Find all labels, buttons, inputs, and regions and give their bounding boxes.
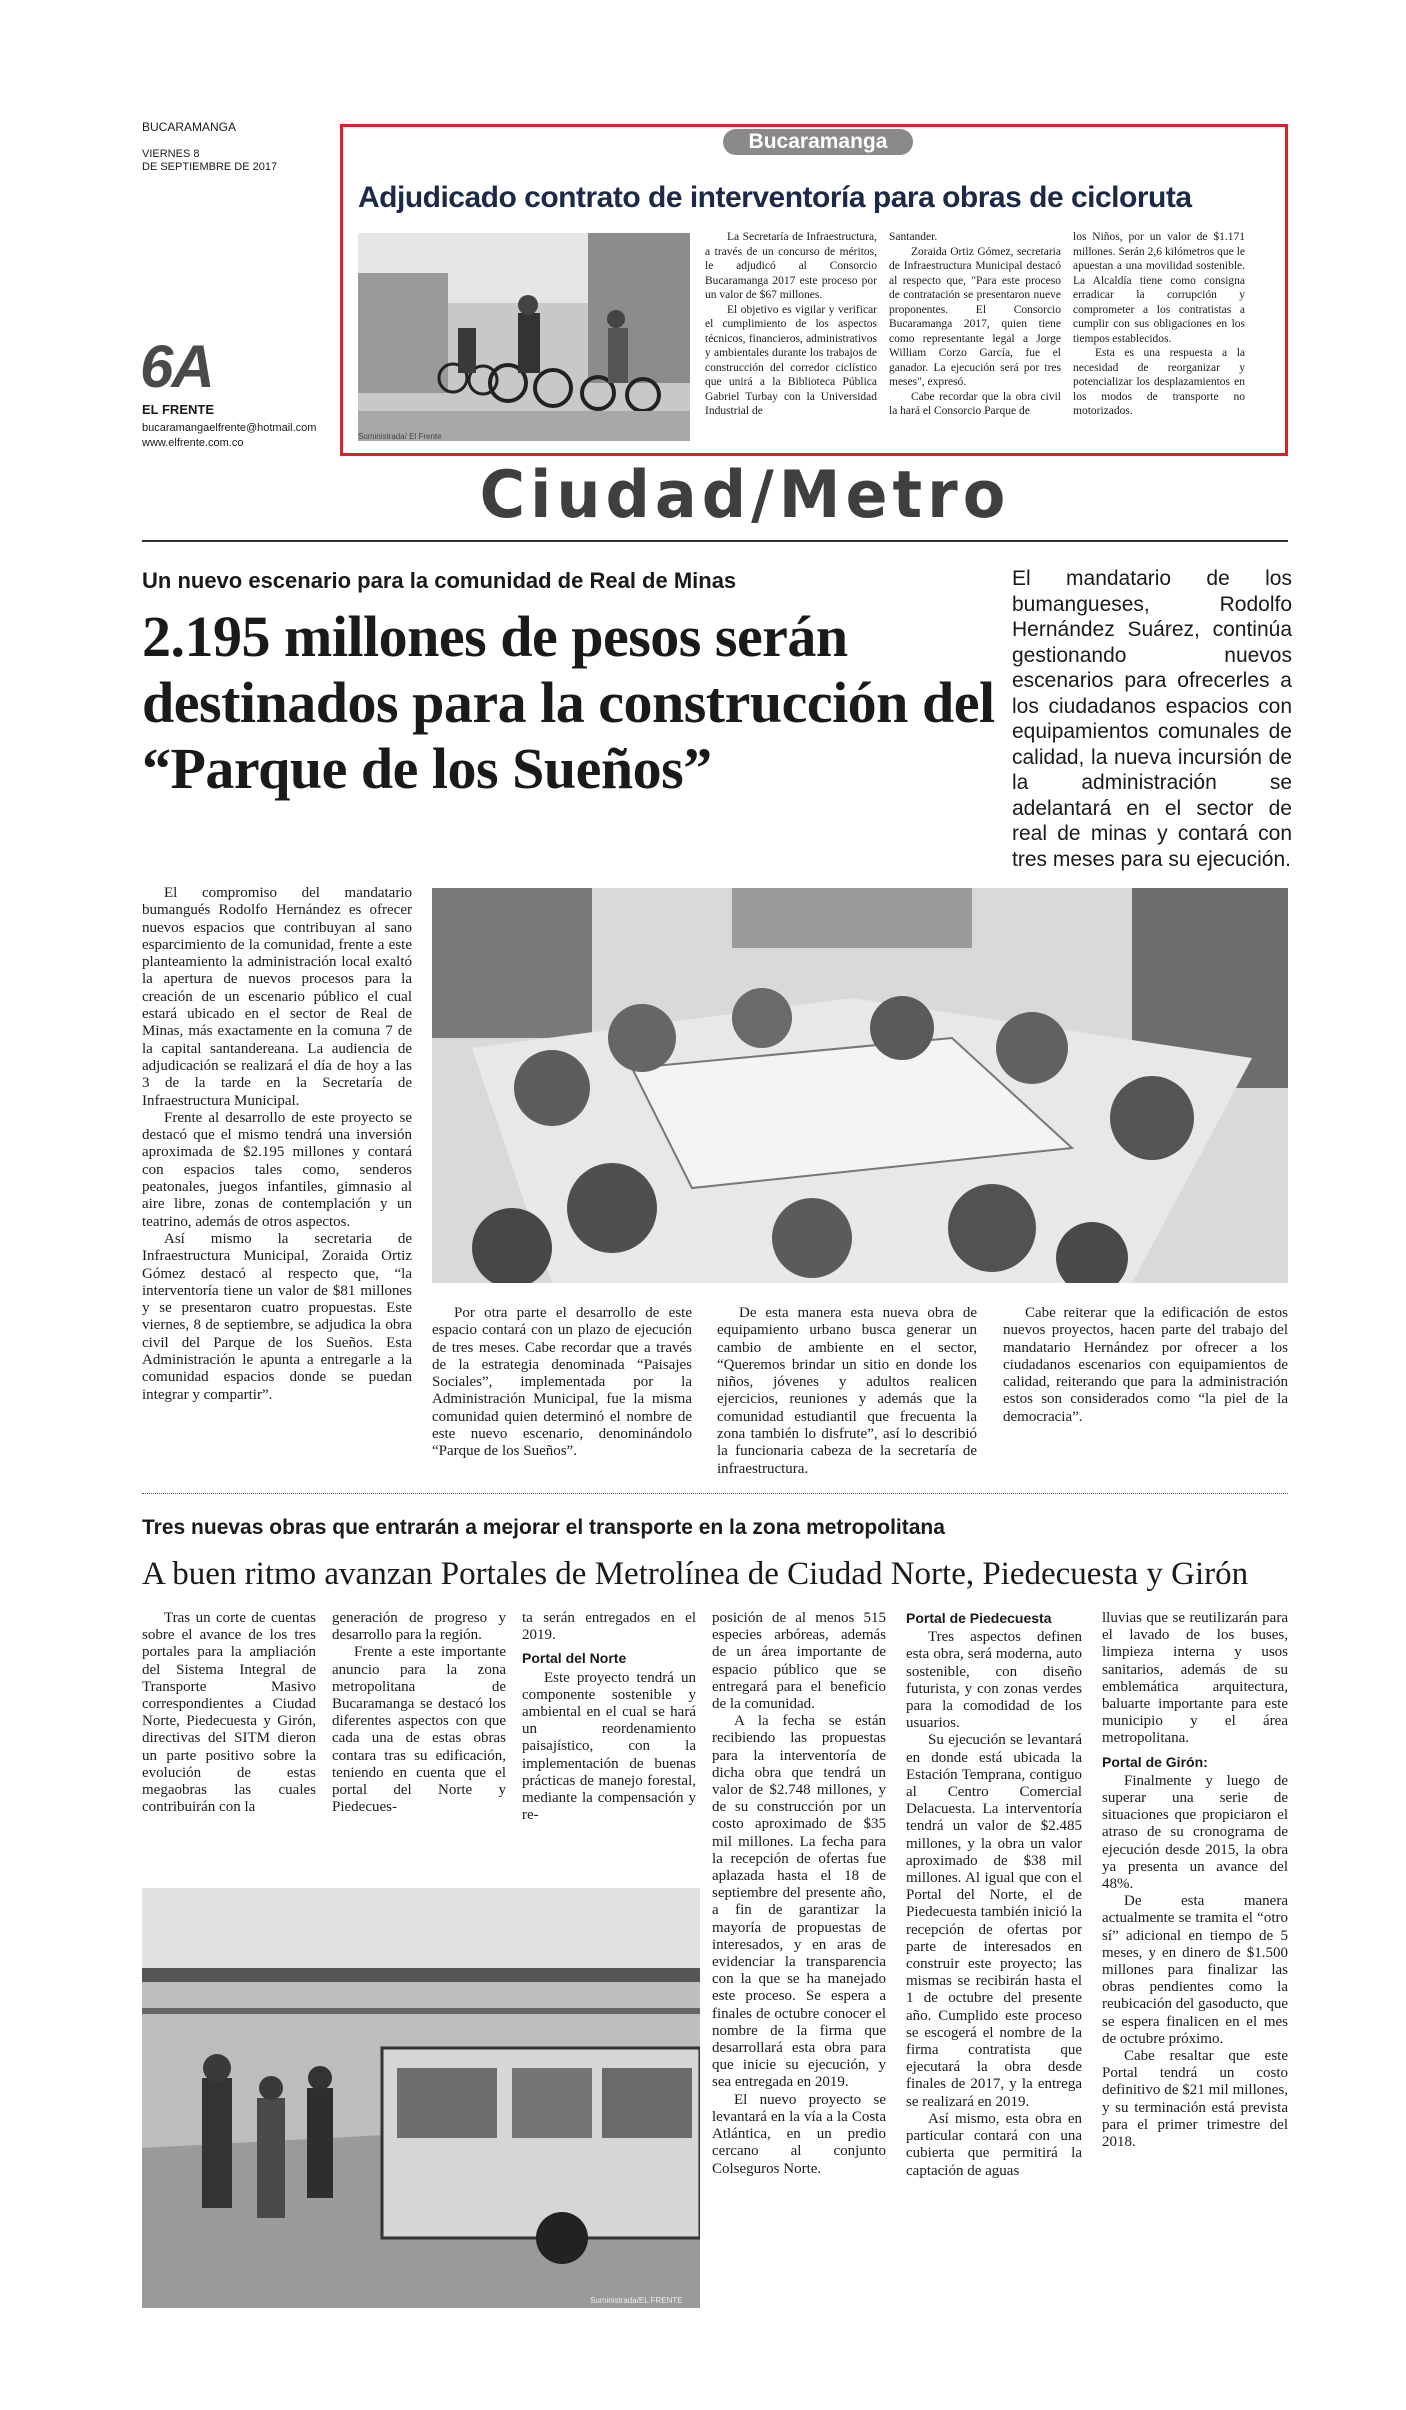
- station-photo-credit: Suministrada/EL FRENTE: [590, 2296, 683, 2305]
- date-line-2: DE SEPTIEMBRE DE 2017: [142, 161, 278, 173]
- brief-column-1: La Secretaría de Infraestructura, a través de un concurso de méritos, le adjudicó al Consorcio Bucaramanga 2017 este proceso por un valor de $67 millones. El objetivo es vigilar y verificar el cumplimiento de los aspectos técnicos, financieros, administrativos y ambientales durante los trabajos de construcción del corredor ciclístico que unirá a la Biblioteca Pública Gabriel Turbay con la Universidad Industrial de: [705, 231, 877, 417]
- story2-column-5: Portal de Piedecuesta Tres aspectos definen esta obra, será moderna, auto sostenible, con diseño futurista, y con zonas verdes para la comodidad de los usuarios. Su ejecución se levantará en donde está ubicada la Estación Temprana, contiguo al Centro Comercial Delacuesta. La interventoría tendrá un valor de $2.485 millones, y la obra un valor aproximado de $38 mil millones. Al igual que con el Portal del Norte, el de Piedecuesta también inició la recepción de ofertas por parte de interesados en construir este proyecto; las mismas se recibirán hasta el 1 de octubre del presente año. Cumplido este proceso se escogerá el nombre de la firma contratista que ejecutará la obra desde finales de 2017, y la entrega se realizará en 2019. Así mismo, esta obra en particular contará con una cubierta que permitirá la captación de aguas: [906, 1610, 1082, 2179]
- story2-column-2: generación de progreso y desarrollo para la región. Frente a este importante anuncio para la zona metropolitana de Bucaramanga se destacó los diferentes aspectos con que cada una de estas obras contara tras su edificación, teniendo en cuenta que el portal del Norte y Piedecues-: [332, 1610, 506, 1816]
- cyclists-photo: [358, 233, 690, 441]
- section-title: Ciudad/Metro: [479, 456, 1011, 533]
- city-label: BUCARAMANGA: [142, 120, 237, 134]
- brief-headline: Adjudicado contrato de interventoría para obras de cicloruta: [358, 181, 1192, 214]
- story1-lead: El mandatario de los bumangueses, Rodolfo Hernández Suárez, continúa gestionando nuevos escenarios para ofrecerles a los ciudadanos espacios con equipamientos comunales de calidad, la nueva incursión de la administración se adelantará en el sector de real de minas y contará con tres meses para su ejecución.: [1012, 567, 1292, 871]
- story1-column-1: El compromiso del mandatario bumangués Rodolfo Hernández es ofrecer nuevos espacios que contribuyan al sano esparcimiento de la comunidad, frente a este planteamiento la administración local exaltó la apertura de nuevos procesos para la creación de un escenario público el cual estará ubicado en el sector de Real de Minas, más exactamente en la comuna 7 de la capital santandereana. La audiencia de adjudicación se realizará el día de hoy a las 3 de la tarde en la Secretaría de Infraestructura Municipal. Frente al desarrollo de este proyecto se destacó que el mismo tendrá una inversión aproximada de $2.195 millones y contará con espacios tales como, senderos peatonales, juegos infantiles, gimnasio al aire libre, zonas de contemplación y un teatrino, además de otros aspectos. Así mismo la secretaria de Infraestructura Municipal, Zoraida Ortiz Gómez destacó al respecto que, “la interventoría tiene un valor de $81 millones y se presentaron cuatro propuestas. Este viernes, 8 de septiembre, se adjudica la obra civil del Parque de los Sueños. Esta Administración le apunta a entregarle a la comunidad espacios donde se puedan integrar y compartir”.: [142, 885, 412, 1403]
- story-divider: [142, 1493, 1288, 1494]
- story1-headline: 2.195 millones de pesos serán destinados para la construcción del “Parque de los Sueños”: [142, 604, 995, 801]
- story1-kicker: Un nuevo escenario para la comunidad de Real de Minas: [142, 568, 737, 593]
- brief-column-2: Santander. Zoraida Ortiz Gómez, secretaria de Infraestructura Municipal destacó al respecto que, "Para este proceso de contratación se presentaron nueve proponentes. El Consorcio Bucaramanga 2017, quien tiene como representante legal a Jorge William Corzo García, fue el ganador. La ejecución será por tres meses", expresó. Cabe recordar que la obra civil la hará el Consorcio Parque de: [889, 231, 1061, 417]
- subhead-portal-piedecuesta: Portal de Piedecuesta: [906, 1610, 1052, 1626]
- story2-kicker: Tres nuevas obras que entrarán a mejorar el transporte en la zona metropolitana: [142, 1516, 945, 1539]
- website-link[interactable]: www.elfrente.com.co: [142, 437, 244, 449]
- story2-headline: A buen ritmo avanzan Portales de Metrolínea de Ciudad Norte, Piedecuesta y Girón: [142, 1556, 1249, 1592]
- subhead-portal-giron: Portal de Girón:: [1102, 1753, 1208, 1770]
- story1-column-2: Por otra parte el desarrollo de este espacio contará con un plazo de ejecución de tres meses. Cabe recordar que a través de la estrategia denominada “Paisajes Sociales”, implementada por la Administración Municipal, fue la misma comunidad quien determinó el nombre de este nuevo escenario, denominándolo “Parque de los Sueños”.: [432, 1305, 692, 1460]
- story2-column-1: Tras un corte de cuentas sobre el avance de los tres portales para la ampliación del Sistema Integral de Transporte Masivo correspondientes a Ciudad Norte, Piedecuesta y Girón, directivas del SITM dieron un parte positivo sobre la evolución de estas megaobras las cuales contribuirán con la: [142, 1610, 316, 1816]
- date-line: [142, 148, 277, 174]
- brief-column-3: los Niños, por un valor de $1.171 millones. Serán 2,6 kilómetros que le apuestan a una movilidad sostenible. La Alcaldía tiene como consigna erradicar la corrupción y comprometer a los contratistas a cumplir con sus obligaciones en los tiempos establecidos. Esta es una respuesta a la necesidad de reorganizar y potencializar los desplazamientos en los modos de transporte no motorizados.: [1073, 231, 1245, 417]
- brief-photo-credit: Suministrada/ El Frente: [358, 432, 442, 441]
- email-link[interactable]: bucaramangaelfrente@hotmail.com: [142, 422, 317, 434]
- story2-column-6: lluvias que se reutilizarán para el lavado de los buses, limpieza interna y usos sanitarios, además de su emblemática arquitectura, baluarte importante para este municipio y el área metropolitana. Portal de Girón: Finalmente y luego de superar una serie de situaciones que propiciaron el atraso de su cronograma de ejecución desde 2015, la obra ya presenta un avance del 48%. De esta manera actualmente se tramita el “otro sí” adicional en tiempo de 5 meses, y en dinero de $1.500 millones para finalizar las obras pendientes como la reubicación del gasoducto, que se espera finalicen en el mes de octubre próximo. Cabe resaltar que este Portal tendrá un costo definitivo de $21 mil millones, y su terminación está prevista para el primer trimestre del 2018.: [1102, 1610, 1288, 2151]
- story2-column-4: posición de al menos 515 especies arbóreas, además de un área importante de espacio público que se entregará para el beneficio de la comunidad. A la fecha se están recibiendo las propuestas para la interventoría de dicha obra que tendrá un valor de $2.748 millones, y de su construcción por un costo aproximado de $35 mil millones. La fecha para la recepción de ofertas fue aplazada hasta el 18 de septiembre del presente año, a fin de garantizar la mayoría de propuestas de interesados, y en aras de evidenciar la transparencia con la que se ha manejado este proceso. Se espera a finales de octubre conocer el nombre de la firma que desarrollará esta obra para que inicie su ejecución, y sea entregada en 2019. El nuevo proyecto se levantará en la vía a la Costa Atlántica, en un predio cercano al conjunto Colseguros Norte.: [712, 1610, 886, 2177]
- page-number: 6A: [140, 333, 213, 400]
- subhead-portal-norte: Portal del Norte: [522, 1650, 627, 1667]
- date-line-1: VIERNES 8: [142, 148, 200, 160]
- section-tag: Bucaramanga: [723, 129, 913, 155]
- story1-column-4: Cabe reiterar que la edificación de estos nuevos proyectos, hacen parte del trabajo del mandatario Hernández por ofrecer a los ciudadanos escenarios con equipamientos de calidad, reiterando que para la administración estos son considerados como “la piel de la democracia”.: [1003, 1305, 1288, 1425]
- story2-column-3: ta serán entregados en el 2019. Portal del Norte Este proyecto tendrá un componente sostenible y ambiental en el cual se hará un reordenamiento paisajístico, con la implementación de buenas prácticas de manejo forestal, mediante la compensación y re-: [522, 1610, 696, 1824]
- paper-name: EL FRENTE: [142, 402, 214, 417]
- brief-box: [340, 124, 1288, 456]
- story1-column-3: De esta manera esta nueva obra de equipamiento urbano busca generar un cambio de ambiente en el sector, “Queremos brindar un sitio en donde los niños, jóvenes y adultos realicen ejercicios, reuniones y además que la comunidad estudiantil que frecuenta la zona también lo disfrute”, así lo describió la funcionaria cabeza de la secretaría de infraestructura.: [717, 1305, 977, 1477]
- metrolinea-station-photo: [142, 1888, 700, 2308]
- section-rule: [142, 540, 1288, 542]
- park-rendering-image: [432, 888, 1288, 1283]
